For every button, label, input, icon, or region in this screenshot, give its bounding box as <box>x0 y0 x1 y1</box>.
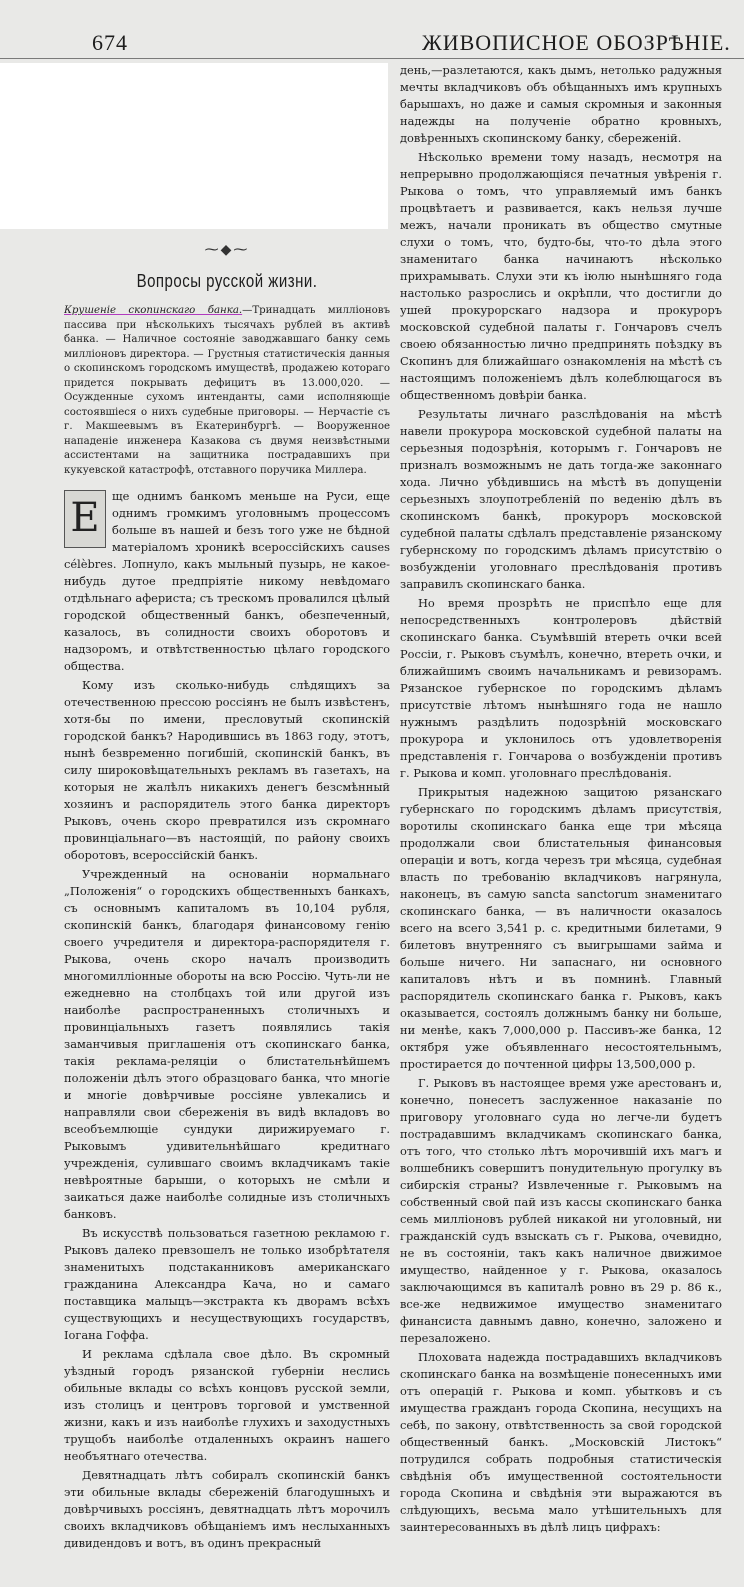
right-column <box>400 62 722 1573</box>
paragraph: И реклама сдѣлала свое дѣло. Въ скромный уѣздный городъ рязанской губерніи неслись обильные вклады со всѣхъ концовъ русской земли, изъ столицъ и центровъ торговой и умственной жизни, какъ и изъ наиболѣе глухихъ и заходустныхъ трущобъ наиболѣе отдаленныхъ окраинъ нашего необъятнаго отечества. <box>64 1347 390 1463</box>
journal-title: ЖИВОПИСНОЕ ОБОЗРѢНІЕ. <box>422 30 731 55</box>
paragraph: Девятнадцать лѣтъ собиралъ скопинскій банкъ эти обильные вклады сбереженій благодушныхъ и довѣрчивыхъ россіянъ, девятнадцать лѣтъ морочилъ своихъ вкладчиковъ обѣщаніемъ имъ неслыханныхъ дивидендовъ и вотъ, въ одинъ прекрасный <box>64 1468 390 1550</box>
paragraph: Прикрытыя надежною защитою рязанскаго губернскаго по городскимъ дѣламъ присутствія, воротилы скопинскаго банка еще три мѣсяца продолжали свои блистательныя финансовыя операціи и вотъ, когда черезъ три мѣсяца, судебная власть по требованію вкладчиковъ нагрянула, наконецъ, въ самую sancta sanctorum знаменитаго скопинскаго банка, — въ наличности оказалось всего на всего 3,541 р. с. кредитными билетами, 9 билетовъ внутренняго съ выигрышами займа и больше ничего. Ни запаснаго, ни основного капиталовъ нѣтъ и въ помнинѣ. Главный распорядитель скопинскаго банка г. Рыковъ, какъ оказывается, состоялъ должнымъ банку ни больше, ни менѣе, какъ 7,000,000 р. Пассивъ-же банка, 12 октября уже объявленнаго несостоятельнымъ, простирается до почтенной цифры 13,500,000 р. <box>400 785 722 1071</box>
paragraph: Нѣсколько времени тому назадъ, несмотря на непрерывно продолжающіяся печатныя увѣренія г. Рыкова о томъ, что управляемый имъ банкъ процвѣтаетъ и развивается, какъ нельзя лучше межъ, начали проникать въ общество смутные слухи о томъ, что, будто-бы, что-то дѣла этого знаменитаго банка начинаютъ нѣсколько прихрамывать. Слухи эти къ іюлю нынѣшняго года настолько разрослись и окрѣпли, что достигли до ушей прокурорскаго надзора и прокуроръ московской судебной палаты г. Гончаровъ счелъ своею обязанностью лично предпринять поѣздку въ Скопинъ для ближайшаго ознакомленія на мѣстѣ съ настоящимъ положеніемъ дѣлъ колеблющагося въ общественномъ довѣріи банка. <box>400 150 722 402</box>
paragraph: Плоховата надежда пострадавшихъ вкладчиковъ скопинскаго банка на возмѣщеніе понесенныхъ ими отъ операцій г. Рыкова и комп. убытковъ и съ имущества гражданъ города Скопина, несущихъ на себѣ, по закону, отвѣтственность за свой городской общественный банкъ. „Московскій Листокъ“ потрудился собрать подробныя статистическія свѣдѣнія объ имущественной состоятельности города Скопина и свѣдѣнія эти выражаются въ слѣдующихъ, весьма мало утѣшительныхъ для заинтересованныхъ въ дѣлѣ лицъ цифрахъ: <box>400 1350 722 1534</box>
article-summary <box>64 304 390 478</box>
paragraph: Г. Рыковъ въ настоящее время уже арестованъ и, конечно, понесетъ заслуженное наказаніе по приговору уголовнаго суда но легче-ли будетъ пострадавшимъ вкладчикамъ скопинскаго банка, отъ того, что столько лѣтъ морочившій ихъ магъ и волшебникъ совершитъ понудительную прогулку въ сибирскія страны? Извлеченные г. Рыковымъ на собственный свой пай изъ кассы скопинскаго банка семь милліоновъ рублей никакой ни уголовный, ни гражданскій судъ взыскать съ г. Рыкова, очевидно, не въ состояніи, такъ какъ наличное движимое имущество, найденное у г. Рыкова, оказалось заключающимся въ капиталѣ ровно въ 29 р. 86 к., все-же недвижимое имущество знаменитаго финансиста давнымъ давно, конечно, заложено и перезаложено. <box>400 1076 722 1345</box>
dropcap-letter: Е <box>70 495 100 541</box>
left-column <box>64 236 390 1573</box>
dropcap-initial <box>64 490 106 548</box>
paragraph: Результаты личнаго разслѣдованія на мѣстѣ навели прокурора московской судебной палаты на серьезныя подозрѣнія, которымъ г. Гончаровъ не призналъ возможнымъ не дать тогда-же законнаго хода. Лично убѣдившись на мѣстѣ въ допущеніи серьезныхъ злоупотребленій по веденію дѣлъ въ скопинскомъ банкѣ, прокуроръ московской судебной палаты сдѣлалъ представленіе рязанскому губернскому по городскимъ дѣламъ присутствію о возбужденіи уголовнаго преслѣдованія противъ заправилъ скопинскаго банка. <box>400 407 722 591</box>
page-number: 674 <box>92 30 128 55</box>
paragraph: Въ искусствѣ пользоваться газетною рекламою г. Рыковъ далеко превзошелъ не только изобрѣтателя знаменитыхъ подстаканниковъ американскаго гражданина Александра Кача, но и самаго поставщика малыцъ—экстракта къ дворамъ всѣхъ существующихъ и несуществующихъ государствъ, Іогана Гоффа. <box>64 1226 390 1342</box>
section-ornament: ⁓◆⁓ <box>204 242 250 258</box>
summary-lead: Крушеніе скопинскаго банка. <box>64 305 243 316</box>
redacted-area <box>0 63 388 229</box>
paragraph: ще однимъ банкомъ меньше на Руси, еще однимъ громкимъ уголовнымъ процессомъ больше въ нашей и безъ того уже не бѣдной матеріаломъ хроникѣ всероссійскихъ causes célèbres. Лопнуло, какъ мыльный пузырь, не какое-нибудь дутое предпріятіе никому невѣдомаго отдѣльнаго афериста; съ трескомъ провалился цѣлый городской общественный банкъ, обезпеченный, казалось, въ солидности своихъ оборотовъ и надзоромъ, и отвѣтственностью цѣлаго городского общества. <box>64 489 390 673</box>
paragraph: Кому изъ сколько-нибудь слѣдящихъ за отечественною прессою россіянъ не былъ извѣстенъ, хотя-бы по имени, пресловутый скопинскій городской банкъ? Народившись въ 1863 году, этотъ, нынѣ безвременно погибшій, скопинскій банкъ, въ силу широковѣщательныхъ рекламъ въ газетахъ, на которыя не жалѣлъ никакихъ денегъ безсмѣнный хозяинъ и распорядитель этого банка директоръ Рыковъ, очень скоро превратился изъ скромнаго провинціальнаго—въ настоящій, по району своихъ оборотовъ, всероссійскій банкъ. <box>64 678 390 862</box>
paragraph: день,—разлетаются, какъ дымъ, нетолько радужныя мечты вкладчиковъ объ обѣщанныхъ имъ крупныхъ барышахъ, но даже и самыя скромныя и законныя надежды на полученіе обратно кровныхъ, довѣренныхъ скопинскому банку, сбереженій. <box>400 63 722 145</box>
section-title: Вопросы русской жизни. <box>136 270 318 293</box>
running-head <box>0 28 744 59</box>
paragraph: Учрежденный на основаніи нормальнаго „Положенія“ о городскихъ общественныхъ банкахъ, съ основнымъ капиталомъ въ 10,104 рубля, скопинскій банкъ, благодаря финансовому генію своего учредителя и директора-распорядителя г. Рыкова, очень скоро началъ производить многомилліонные обороты на всю Россію. Чуть-ли не ежедневно на столбцахъ той или другой изъ наиболѣе распространенныхъ столичныхъ и провинціальныхъ газетъ появлялись такія заманчивыя приглашенія отъ скопинскаго банка, такія реклама-реляціи о блистательнѣйшемъ положеніи дѣлъ этого образцоваго банка, что многіе и многіе довѣрчивые россіяне увлекались и направляли свои сбереженія въ видѣ вкладовъ во всеобъемлющіе сундуки дирижируемаго г. Рыковымъ удивительнѣйшаго кредитнаго учрежденія, сулившаго своимъ вкладчикамъ такіе невѣроятные барыши, о которыхъ не смѣли и заикаться даже наиболѣе солидные изъ столичныхъ банковъ. <box>64 867 390 1221</box>
paragraph: Но время прозрѣть не приспѣло еще для непосредственныхъ контролеровъ дѣйствій скопинскаго банка. Съумѣвшій втереть очки всей Россіи, г. Рыковъ съумѣлъ, конечно, втереть очки, и ближайшимъ своимъ начальникамъ и ревизорамъ. Рязанское губернское по городскимъ дѣламъ присутствіе лѣтомъ нынѣшняго года не нашло нужнымъ раздѣлить подозрѣній московскаго прокурора и уклонилось отъ удовлетворенія представленія г. Гончарова о возбужденіи противъ г. Рыкова и комп. уголовнаго преслѣдованія. <box>400 596 722 780</box>
summary-text: —Тринадцать милліоновъ пассива при нѣсколькихъ тысячахъ рублей въ активѣ банка. — Наличное состояніе заводжавшаго банку семь милліоновъ директора. — Грустныя статистическія данныя о скопинскомъ городскомъ имуществѣ, продажею котораго придется покрывать дефицитъ въ 13.000,020. — Осужденные сухомъ интенданты, сами исполняющіе состоявшіеся о нихъ судебные приговоры. — Нерчастіе съ г. Макшеевымъ въ Екатеринбургѣ. — Вооруженное нападеніе инженера Казакова съ двумя неизвѣстными ассистентами на защитника пострадавшихъ при кукуевской катастрофѣ, отставного поручика Миллера. <box>64 305 390 476</box>
